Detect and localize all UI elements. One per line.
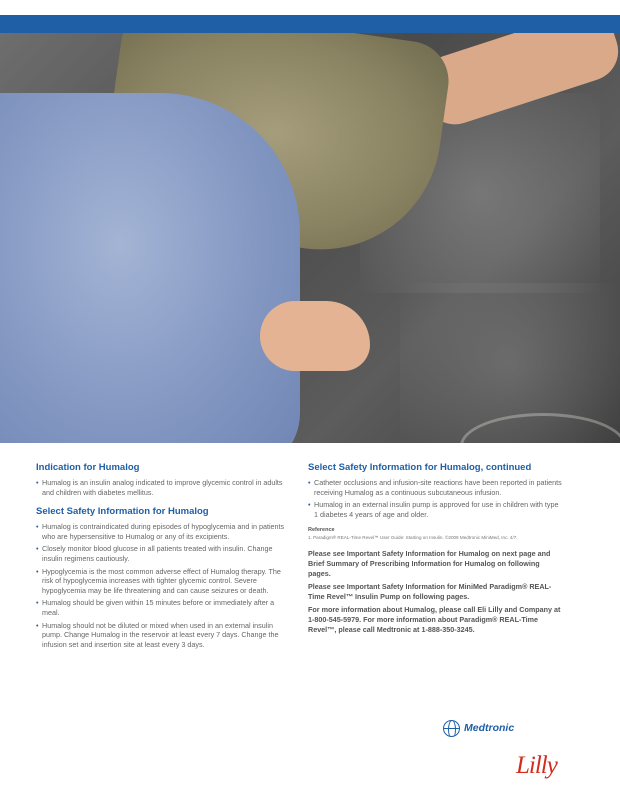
photo-hand: [260, 301, 370, 371]
list-item: • Hypoglycemia is the most common adverse effect of Humalog therapy. The risk of hypoglycemia increases with tighter glycemic control. Severe hypoglycemia may be life threatening and can cause seizures or death.: [36, 567, 286, 596]
list-item: • Closely monitor blood glucose in all patients treated with insulin. Change insulin regimens cautiously.: [36, 544, 286, 563]
note-paragraph: Please see Important Safety Information for Humalog on next page and Brief Summary of Prescribing Information for Humalog on following pages.: [308, 549, 551, 578]
reference-title: Reference: [308, 527, 335, 534]
right-column: [308, 462, 563, 638]
list-item: • Humalog should not be diluted or mixed when used in an external insulin pump. Change Humalog in the reservoir at least every 7 days. Change the infusion set and insertion site at least every 3 days.: [36, 621, 286, 650]
list-item: • Humalog in an external insulin pump is approved for use in children with type 1 diabetes 4 years of age and older.: [308, 500, 563, 519]
left-column: [36, 462, 286, 652]
hero-photo: [0, 33, 620, 443]
note-paragraph: Please see Important Safety Information for MiniMed Paradigm® REAL-Time Revel™ Insulin Pump on following pages.: [308, 582, 552, 601]
photo-shirt: [0, 93, 300, 443]
reference-text: 1. Paradigm® REAL-Time Revel™ User Guide: Starting on Insulin. ©2009 Medtronic MiniMed, Inc. 4/7.: [308, 535, 518, 541]
note-paragraph: For more information about Humalog, please call Eli Lilly and Company at 1-800-545-5979. For more information about Paradigm® REAL-Time Revel™, please call Medtronic at 1-888-350-3245.: [308, 605, 561, 634]
medtronic-logo: [443, 717, 543, 739]
indication-list: [36, 478, 286, 497]
top-color-bar: [0, 15, 620, 33]
safety-continued-heading: Select Safety Information for Humalog, continued: [308, 462, 532, 473]
indication-heading: Indication for Humalog: [36, 462, 140, 473]
list-item: • Humalog should be given within 15 minutes before or immediately after a meal.: [36, 598, 286, 617]
lilly-logo: Lilly: [516, 752, 557, 779]
safety-list: [36, 522, 286, 649]
globe-icon: [443, 720, 460, 737]
safety-heading: Select Safety Information for Humalog: [36, 506, 209, 518]
safety-continued-list: [308, 478, 563, 519]
medtronic-wordmark: Medtronic: [464, 722, 515, 734]
list-item: • Humalog is contraindicated during episodes of hypoglycemia and in patients who are hypersensitive to Humalog or any of its excipients.: [36, 522, 286, 541]
list-item: • Catheter occlusions and infusion-site reactions have been reported in patients receiving Humalog as a continuous subcutaneous infusion.: [308, 478, 563, 497]
list-item: • Humalog is an insulin analog indicated to improve glycemic control in adults and children with diabetes mellitus.: [36, 478, 286, 497]
